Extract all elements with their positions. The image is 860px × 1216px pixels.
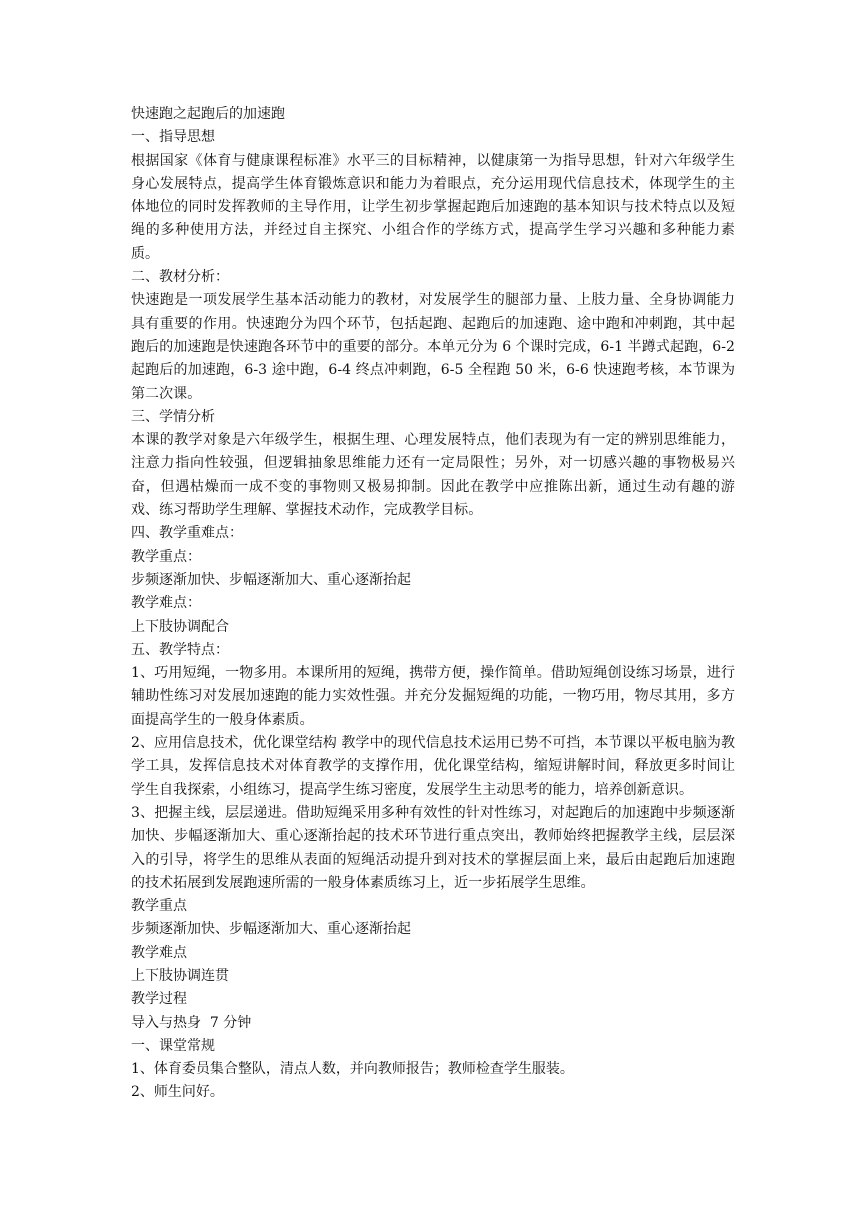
section-heading-teaching-features: 五、教学特点：: [131, 641, 229, 658]
teaching-process-label: 教学过程: [131, 991, 187, 1008]
difficult-text: 上下肢协调连贯: [131, 967, 229, 984]
difficult-label: 教学难点: [131, 944, 187, 961]
doc-title: 快速跑之起跑后的加速跑: [131, 106, 285, 122]
routine-item-2: 2、师生问好。: [131, 1084, 224, 1101]
paragraph-feature-2: 2、应用信息技术，优化课堂结构 教学中的现代信息技术运用已势不可挡，本节课以平板电脑为教学工具，发挥信息技术对体育教学的支撑作用，优化课堂结构，缩短讲解时间，释放更多时间让学生自我探索，小组练习，提高学生练习密度，发展学生主动思考的能力，培养创新意识。: [131, 735, 735, 798]
paragraph-guiding-ideology: 根据国家《体育与健康课程标准》水平三的目标精神，以健康第一为指导思想，针对六年级学生身心发展特点，提高学生体育锻炼意识和能力为着眼点，充分运用现代信息技术，体现学生的主体地位的同时发挥教师的主导作用，让学生初步掌握起跑后加速跑的基本知识与技术特点以及短绳的多种使用方法，并经过自主探究、小组合作的学练方式，提高学生学习兴趣和多种能力素质。: [131, 152, 735, 262]
document-page: [131, 103, 735, 1105]
section-heading-material-analysis: 二、教材分析：: [131, 269, 229, 286]
difficult-point-label: 教学难点：: [131, 595, 201, 612]
key-label: 教学重点: [131, 898, 187, 915]
paragraph-feature-3: 3、把握主线，层层递进。借助短绳采用多种有效性的针对性练习，对起跑后的加速跑中步频逐渐加快、步幅逐渐加大、重心逐渐抬起的技术环节进行重点突出，教师始终把握教学主线，层层深入的引导，将学生的思维从表面的短绳活动提升到对技术的掌握层面上来，最后由起跑后加速跑的技术拓展到发展跑速所需的一般身体素质练习上，近一步拓展学生思维。: [131, 804, 735, 891]
section-heading-class-routine: 一、课堂常规: [131, 1037, 215, 1054]
key-text: 步频逐渐加快、步幅逐渐加大、重心逐渐抬起: [131, 921, 411, 938]
paragraph-student-analysis: 本课的教学对象是六年级学生，根据生理、心理发展特点，他们表现为有一定的辨别思维能力，注意力指向性较强，但逻辑抽象思维能力还有一定局限性；另外，对一切感兴趣的事物极易兴奋，但遇枯燥而一成不变的事物则又极易抑制。因此在教学中应推陈出新，通过生动有趣的游戏、练习帮助学生理解、掌握技术动作，完成教学目标。: [131, 432, 735, 519]
section-heading-key-difficult-points: 四、教学重难点：: [131, 525, 243, 542]
paragraph-feature-1: 1、巧用短绳，一物多用。本课所用的短绳，携带方便，操作简单。借助短绳创设练习场景，进行辅助性练习对发展加速跑的能力实效性强。并充分发掘短绳的功能，一物巧用，物尽其用，多方面提高学生的一般身体素质。: [131, 665, 735, 728]
warmup-line: 导入与热身 7 分钟: [131, 1014, 252, 1031]
section-heading-guiding-ideology: 一、指导思想: [131, 129, 215, 146]
difficult-point-text: 上下肢协调配合: [131, 618, 229, 635]
key-point-text: 步频逐渐加快、步幅逐渐加大、重心逐渐抬起: [131, 571, 411, 588]
section-heading-student-analysis: 三、学情分析: [131, 408, 215, 425]
key-point-label: 教学重点：: [131, 548, 201, 565]
paragraph-material-analysis: 快速跑是一项发展学生基本活动能力的教材，对发展学生的腿部力量、上肢力量、全身协调能力具有重要的作用。快速跑分为四个环节，包括起跑、起跑后的加速跑、途中跑和冲刺跑，其中起跑后的加速跑是快速跑各环节中的重要的部分。本单元分为 6 个课时完成，6-1 半蹲式起跑，6-2 起跑后的加速跑，6-3 途中跑，6-4 终点冲刺跑，6-5 全程跑 50 米，6-6 快速跑考核，本节课为第二次课。: [131, 292, 735, 402]
routine-item-1: 1、体育委员集合整队，清点人数，并向教师报告；教师检查学生服装。: [131, 1061, 574, 1078]
